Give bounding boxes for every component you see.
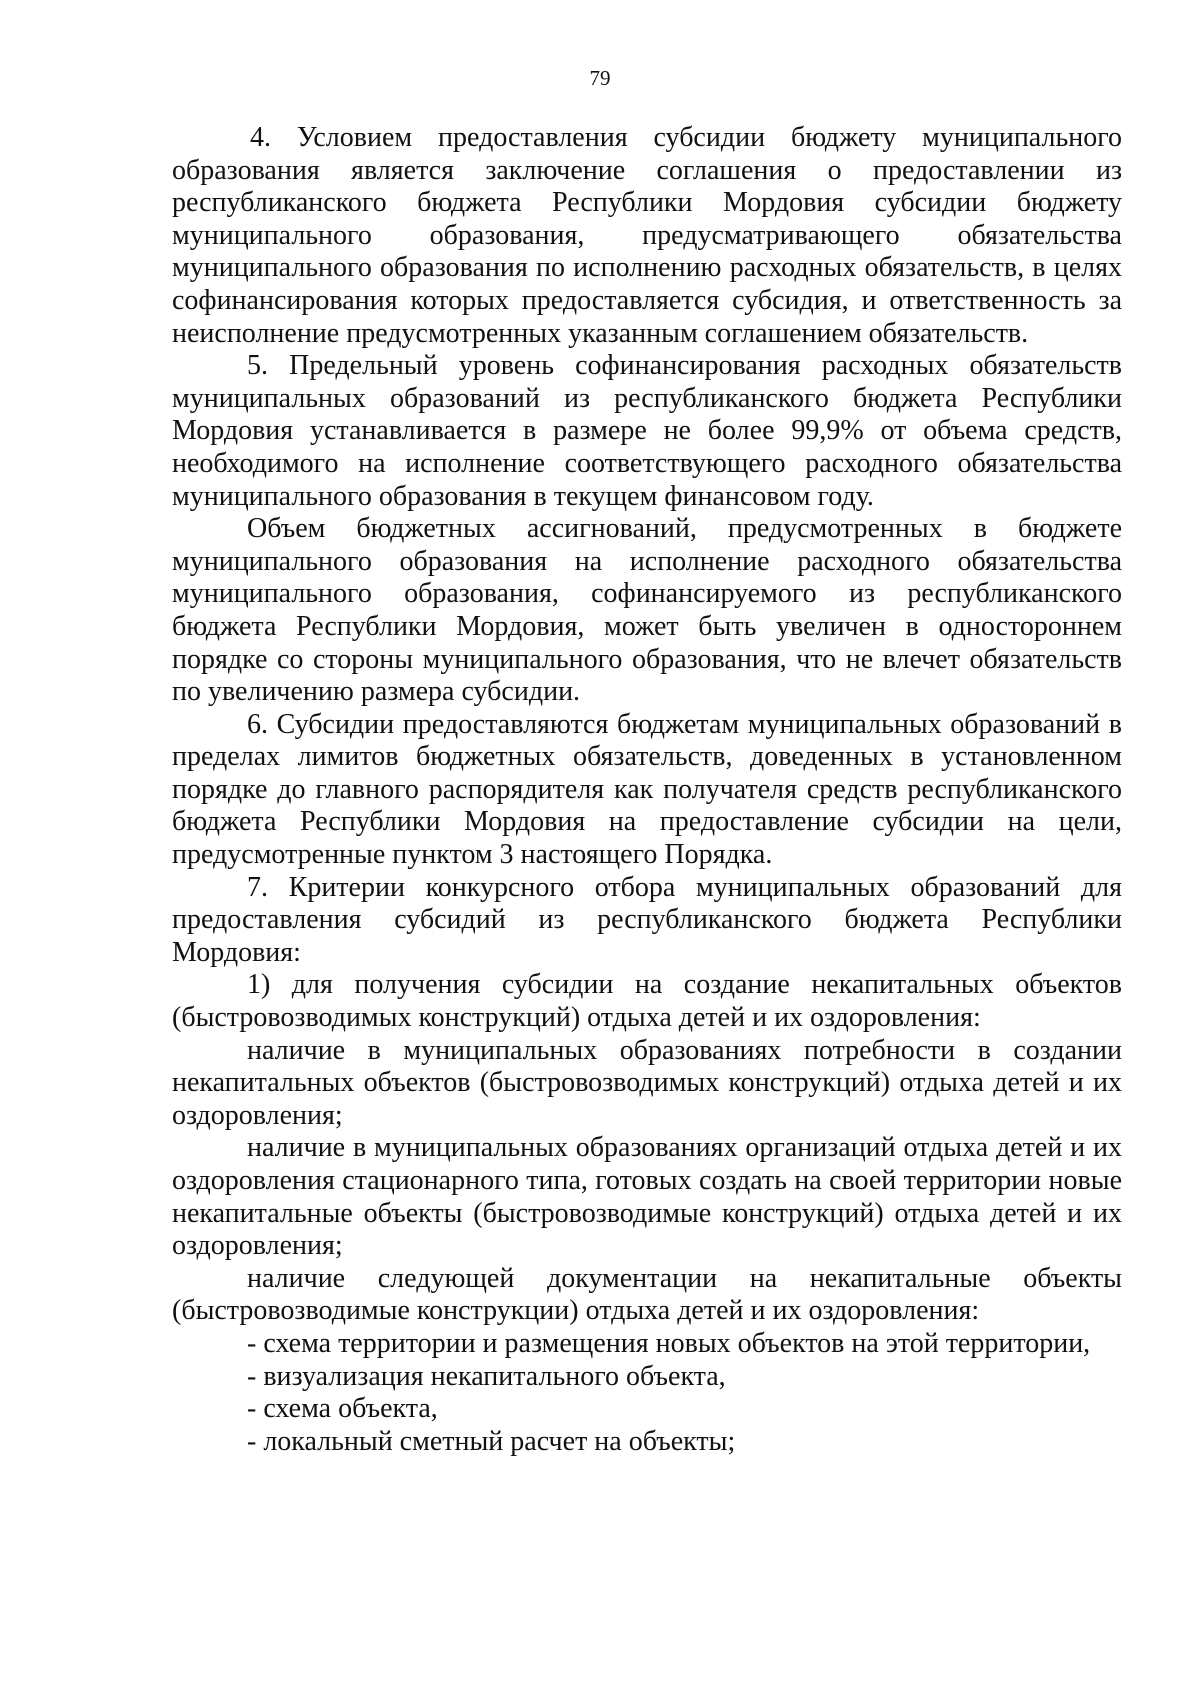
paragraph-need-for-objects: наличие в муниципальных образованиях потребности в создании некапитальных объектов (быстровозводимых конструкций) отдыха детей и их оздоровления; [172, 1034, 1122, 1131]
list-item-estimate: - локальный сметный расчет на объекты; [247, 1425, 736, 1457]
paragraph-condition-4: 4. Условием предоставления субсидии бюджету муниципального образования является заключение соглашения о предоставлении из республиканского бюджета Республики Мордовия субсидии бюджету муниципального образования, предусматривающего обязательства муниципального образования по исполнению расходных обязательств, в целях софинансирования которых предоставляется субсидия, и ответственность за неисполнение предусмотренных указанным соглашением обязательств. [172, 122, 1122, 349]
paragraph-organizations-available: наличие в муниципальных образованиях организаций отдыха детей и их оздоровления стационарного типа, готовых создать на своей территории новые некапитальные объекты (быстровозводимые конструкций) отдыха детей и их оздоровления; [172, 1132, 1122, 1262]
list-item-visualization: - визуализация некапитального объекта, [247, 1360, 726, 1392]
paragraph-documentation: наличие следующей документации на некапитальные объекты (быстровозводимые конструкции) отдыха детей и их оздоровления: [172, 1262, 1122, 1327]
document-body [172, 122, 1122, 1458]
paragraph-selection-criteria-7: 7. Критерии конкурсного отбора муниципальных образований для предоставления субсидий из республиканского бюджета Республики Мордовия: [172, 871, 1122, 968]
paragraph-cofinancing-level-5: 5. Предельный уровень софинансирования расходных обязательств муниципальных образований из республиканского бюджета Республики Мордовия устанавливается в размере не более 99,9% от объема средств, необходимого на исполнение соответствующего расходного обязательства муниципального образования в текущем финансовом году. [172, 350, 1122, 512]
list-item-object-scheme: - схема объекта, [247, 1393, 438, 1425]
paragraph-budget-allocations: Объем бюджетных ассигнований, предусмотренных в бюджете муниципального образования на исполнение расходного обязательства муниципального образования, софинансируемого из республиканского бюджета Республики Мордовия, может быть увеличен в одностороннем порядке со стороны муниципального образования, что не влечет обязательств по увеличению размера субсидии. [172, 513, 1122, 708]
page-number: 79 [589, 66, 611, 90]
paragraph-criterion-1: 1) для получения субсидии на создание некапитальных объектов (быстровозводимых конструкций) отдыха детей и их оздоровления: [172, 969, 1122, 1034]
paragraph-subsidy-limits-6: 6. Субсидии предоставляются бюджетам муниципальных образований в пределах лимитов бюджетных обязательств, доведенных в установленном порядке до главного распорядителя как получателя средств республиканского бюджета Республики Мордовия на предоставление субсидии на цели, предусмотренные пунктом 3 настоящего Порядка. [172, 708, 1122, 871]
list-item-territory-scheme: - схема территории и размещения новых объектов на этой территории, [247, 1327, 1091, 1359]
